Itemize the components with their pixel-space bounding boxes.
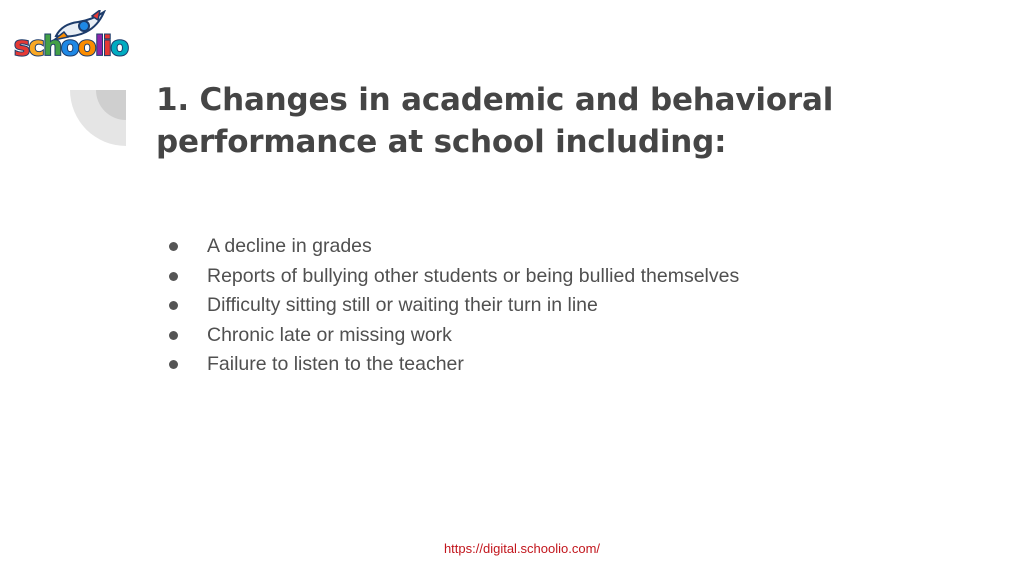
bullet-dot — [169, 242, 178, 251]
footer-url-link[interactable]: https://digital.schoolio.com/ — [443, 541, 601, 556]
logo-letter: s — [14, 31, 29, 62]
list-item — [166, 321, 739, 351]
list-item — [166, 350, 739, 380]
list-item-text: Reports of bullying other students or being bullied themselves — [207, 264, 740, 287]
list-item-text: Difficulty sitting still or waiting their turn in line — [207, 294, 598, 316]
bullet-dot — [169, 360, 178, 369]
logo-wordmark — [14, 32, 128, 62]
list-item — [166, 291, 739, 321]
bullet-dot — [169, 301, 178, 310]
logo-letter: c — [28, 31, 44, 62]
slide-title: 1. Changes in academic and behavioral performance at school including: — [156, 82, 834, 160]
bullet-dot — [169, 272, 178, 281]
logo-letter: o — [77, 31, 95, 62]
list-item-text: Chronic late or missing work — [207, 323, 452, 346]
bullet-list — [166, 232, 739, 380]
logo-letter: l — [94, 31, 103, 62]
corner-arc-decoration — [70, 90, 126, 146]
list-item-text: Failure to listen to the teacher — [207, 353, 464, 375]
logo-letter: h — [43, 31, 61, 62]
logo-letter: o — [60, 31, 78, 62]
bullet-dot — [169, 331, 178, 340]
schoolio-logo[interactable] — [14, 10, 128, 64]
logo-letter: o — [110, 31, 128, 62]
list-item — [166, 262, 739, 292]
logo-letter: i — [102, 31, 111, 62]
list-item-text: A decline in grades — [207, 235, 372, 257]
list-item — [166, 232, 739, 262]
